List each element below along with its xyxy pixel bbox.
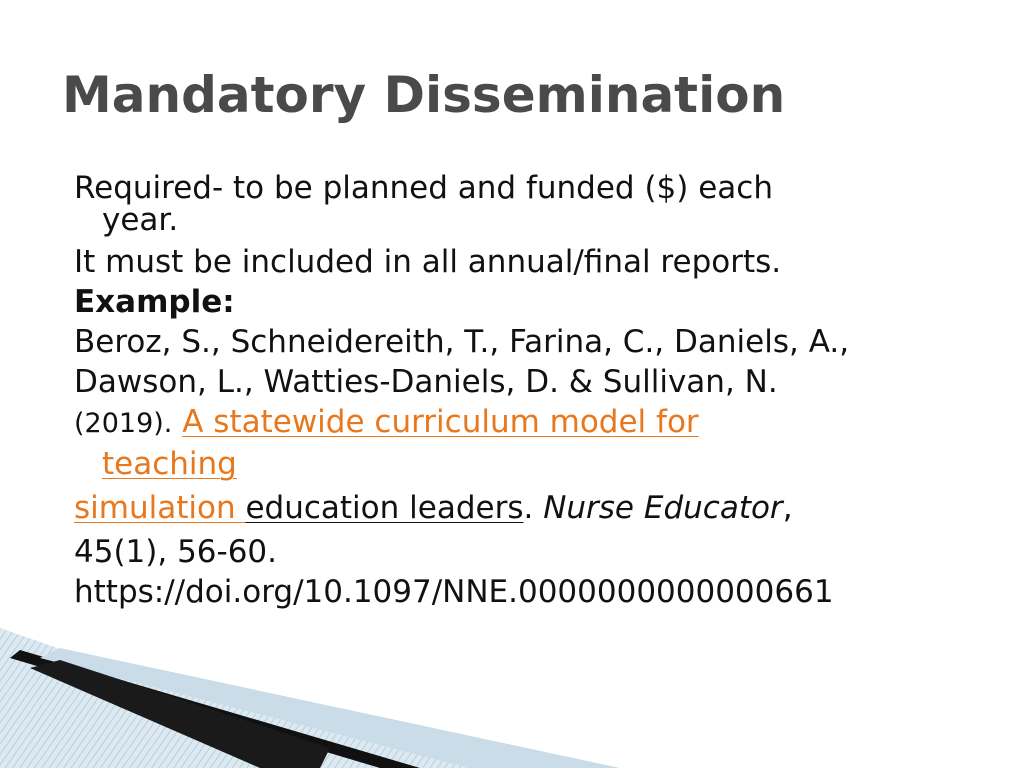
journal-name: Nurse Educator (543, 490, 783, 526)
article-link-part-2[interactable]: teaching (102, 446, 237, 482)
citation-link-line-3 (74, 488, 974, 528)
annual-reports-line: It must be included in all annual/final reports. (74, 244, 782, 280)
citation-year-line (74, 402, 974, 444)
article-link-part-1[interactable]: A statewide curriculum model for (182, 404, 699, 440)
required-line-2: year. (102, 202, 179, 238)
citation-authors-2: Dawson, L., Watties-Daniels, D. & Sullivan, N. (74, 364, 778, 400)
citation-volume: 45(1), 56-60. (74, 534, 277, 570)
required-line-1: Required- to be planned and funded ($) each (74, 170, 773, 206)
citation-authors-1: Beroz, S., Schneidereith, T., Farina, C., Daniels, A., (74, 324, 850, 360)
citation-doi: https://doi.org/10.1097/NNE.0000000000000661 (74, 574, 834, 610)
article-link-part-3[interactable]: simulation (74, 490, 246, 526)
example-label: Example: (74, 284, 235, 320)
citation-year: (2019). (74, 408, 173, 439)
slide-title: Mandatory Dissemination (62, 66, 786, 124)
decorative-swoosh (0, 628, 1024, 768)
citation-period: . (523, 490, 534, 526)
article-link-part-4[interactable]: education leaders (245, 490, 524, 526)
citation-comma: , (782, 490, 793, 526)
citation-link-line-2 (74, 444, 974, 484)
slide-body (74, 172, 974, 612)
